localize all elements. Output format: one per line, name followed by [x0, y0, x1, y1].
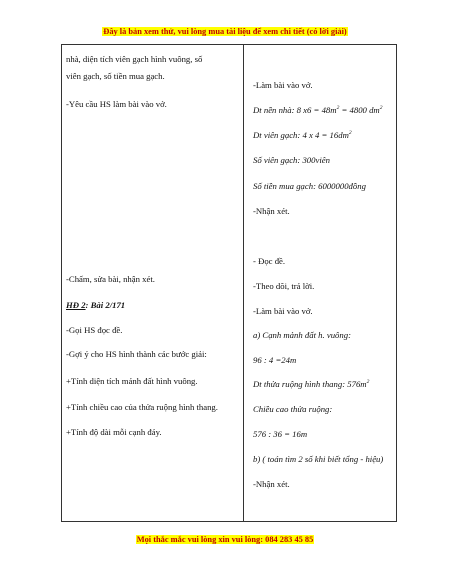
left-line-9: +Tính chiều cao của thửa ruộng hình thang.: [66, 402, 218, 412]
right-line-16: -Nhận xét.: [253, 479, 290, 489]
left-line-2: viên gạch, số tiền mua gạch.: [66, 71, 165, 81]
left-line-8: +Tính diện tích mảnh đất hình vuông.: [66, 376, 198, 386]
right-line-4: Số viên gạch: 300viên: [253, 155, 330, 165]
preview-banner-text: Đây là bản xem thử, vui lòng mua tài liệu để xem chi tiết (có lời giải): [103, 27, 347, 36]
left-line-10: +Tính độ dài mỗi cạnh đáy.: [66, 427, 162, 437]
activity-colon: :: [85, 300, 91, 310]
right-line-2-mid: = 4800 dm: [339, 105, 380, 115]
right-line-6: -Nhận xét.: [253, 206, 290, 216]
activity-heading: [66, 300, 125, 311]
right-line-3-sup: 2: [348, 130, 352, 136]
right-line-7: - Đọc đề.: [253, 256, 286, 266]
left-line-3: -Yêu cầu HS làm bài vào vở.: [66, 99, 167, 109]
right-line-11: 96 : 4 =24m: [253, 355, 297, 365]
right-line-12-sup: 2: [366, 379, 370, 385]
contact-footer: [0, 535, 450, 545]
right-line-12: [253, 379, 369, 390]
right-line-14: 576 : 36 = 16m: [253, 429, 308, 439]
right-line-1: -Làm bài vào vở.: [253, 80, 313, 90]
right-line-9: -Làm bài vào vở.: [253, 306, 313, 316]
right-line-8: -Theo dõi, trả lời.: [253, 281, 315, 291]
right-line-5: Số tiền mua gạch: 6000000đồng: [253, 181, 366, 191]
left-line-4: -Chấm, sửa bài, nhận xét.: [66, 274, 155, 284]
right-line-13: Chiều cao thửa ruộng:: [253, 404, 333, 414]
activity-label: HĐ 2: [66, 300, 86, 310]
right-line-2-main: Dt nền nhà: 8 x6 = 48m: [253, 105, 337, 115]
right-line-2-sup-2: 2: [379, 105, 383, 111]
right-line-10: a) Cạnh mảnh đất h. vuông:: [253, 330, 351, 340]
right-line-3-main: Dt viên gạch: 4 x 4 = 16dm: [253, 130, 349, 140]
column-divider: [243, 45, 244, 521]
right-line-3: [253, 130, 352, 141]
right-line-2-sup-1: 2: [336, 105, 340, 111]
preview-banner: [0, 27, 450, 37]
right-line-2: [253, 105, 382, 116]
activity-task: Bài 2/171: [90, 300, 126, 310]
left-line-1: nhà, diện tích viên gạch hình vuông, số: [66, 54, 203, 64]
left-line-6: -Gọi HS đọc đề.: [66, 325, 123, 335]
contact-footer-text: Mọi thắc mắc vui lòng xin vui lòng: 084 283 45 85: [136, 535, 314, 544]
left-line-7: -Gợi ý cho HS hình thành các bước giải:: [66, 349, 207, 359]
lesson-table: [61, 44, 397, 522]
right-line-15: b) ( toán tìm 2 số khi biết tổng - hiệu): [253, 454, 384, 464]
right-line-12-main: Dt thửa ruộng hình thang: 576m: [253, 379, 367, 389]
